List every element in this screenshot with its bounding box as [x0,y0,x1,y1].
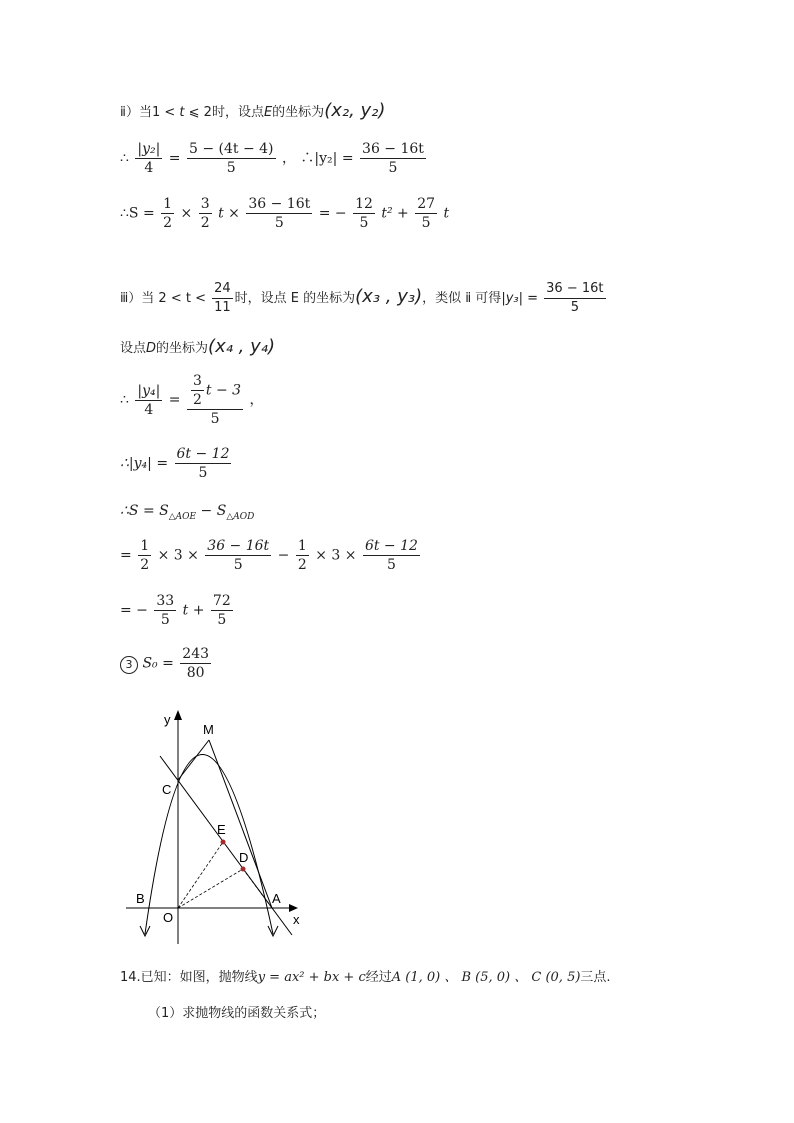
case-ii-label: ⅱ）当 [120,105,152,120]
question-1: （1）求抛物线的函数关系式； [148,1006,326,1021]
label-c: C [162,782,172,797]
fraction: $\frac{72}{5}$ [212,593,231,628]
label-b: B [136,891,145,906]
parabola-figure [120,702,315,948]
case-ii-heading: ⅱ）当1 < t ⩽ 2时，设点E的坐标为(x₂, y₂) [120,100,386,121]
fraction: $\frac{36 - 16t}{5}$ [207,538,270,573]
label-a: A [272,891,281,906]
label-e: E [217,822,226,837]
fraction: $\frac{1}{2}$ [297,538,307,573]
fraction: $\frac{3}{2}$ [192,373,202,408]
equation-area-case-ii: ∴S = $\frac{1}{2}$ × $\frac{3}{2}$ t × $\frac{36 - 16t}{5}$ = − $\frac{12}{5}$ t² + $\frac{27}{5}$ t [120,196,450,231]
fraction: $\frac{\text{|y₄|}}{4}$ [137,382,161,418]
label-x: x [293,912,300,927]
point-d-line: 设点D的坐标为(x₄ , y₄) [120,336,275,357]
point-d-dot [241,867,246,872]
label-m: M [203,722,214,737]
fraction: $\frac{36 - 16t}{5}$ [248,196,311,231]
fraction: $\frac{12}{5}$ [355,196,373,231]
fraction: $\frac{27}{5}$ [417,196,436,231]
fraction: $\frac{24}{11}$ [214,281,231,315]
fraction: $\frac{6t - 12}{5}$ [176,446,230,481]
y-axis-arrow [174,710,182,720]
segment-cm [178,740,209,780]
fraction: $\frac{3}{2}$ t − 3 5 [187,372,243,428]
equation-abs-y4: ∴ $\frac{\text{|y₄|}}{4}$ = $\frac{3}{2}$ t − 3 5 ， [120,373,264,427]
label-y: y [164,712,171,727]
equation-area-difference: ∴S = $S_{\triangle AOE} - S_{\triangle AOD}$ [120,503,255,522]
x-axis-arrow [289,904,298,912]
figure-svg [120,702,315,948]
fraction: $\frac{\text{|y₂|}}{4}$ [137,141,161,176]
label-o: O [163,910,174,925]
fraction: $\frac{1}{2}$ [140,538,150,573]
coord-e: (x₂, y₂) [324,100,386,121]
equation-s0: 3 S₀ = $\frac{243}{80}$ [120,645,213,682]
case-iii-heading: ⅲ）当 2 < t < $\frac{24}{11}$ 时，设点 E 的坐标为(x₃ , y₃)，类似 ⅱ 可得|y₃| = $\frac{36 - 16t}{5}$ [120,281,604,315]
dashed-oe [178,842,223,908]
fraction: $\frac{36 - 16t}{5}$ [362,141,424,176]
fraction: $\frac{1}{2}$ [163,196,173,231]
equation-y4-value: ∴|y₄| = $\frac{6t - 12}{5}$ [120,446,230,481]
fraction: $\frac{5 - (4t - 4)}{5}$ [188,141,274,176]
label-d: D [239,850,249,865]
fraction: $\frac{6t - 12}{5}$ [364,538,418,573]
point-e-dot [221,840,226,845]
equation-area-expanded: = $\frac{1}{2}$ × 3 × $\frac{36 - 16t}{5}$ − $\frac{1}{2}$ × 3 × $\frac{6t - 12}{5}$ [120,538,418,573]
equation-area-simplified: = − $\frac{33}{5}$ t + $\frac{72}{5}$ [120,593,231,628]
dashed-od [178,869,243,908]
circled-number: 3 [120,656,138,674]
fraction: $\frac{36 - 16t}{5}$ [546,281,604,315]
fraction: $\frac{33}{5}$ [156,593,175,628]
equation-abs-y2: ∴ $\frac{\text{|y₂|}}{4}$ = $\frac{5 - (4t - 4)}{5}$ ， ∴|y₂| = $\frac{36 - 16t}{5}$ [120,141,424,176]
problem-14: 14.已知：如图，抛物线y = ax² + bx + c经过A (1, 0) 、 B (5, 0) 、 C (0, 5)三点. [120,970,611,985]
fraction: $\frac{3}{2}$ [200,196,210,231]
fraction: $\frac{243}{80}$ [182,646,210,681]
parabola-right-arrow [268,926,278,936]
